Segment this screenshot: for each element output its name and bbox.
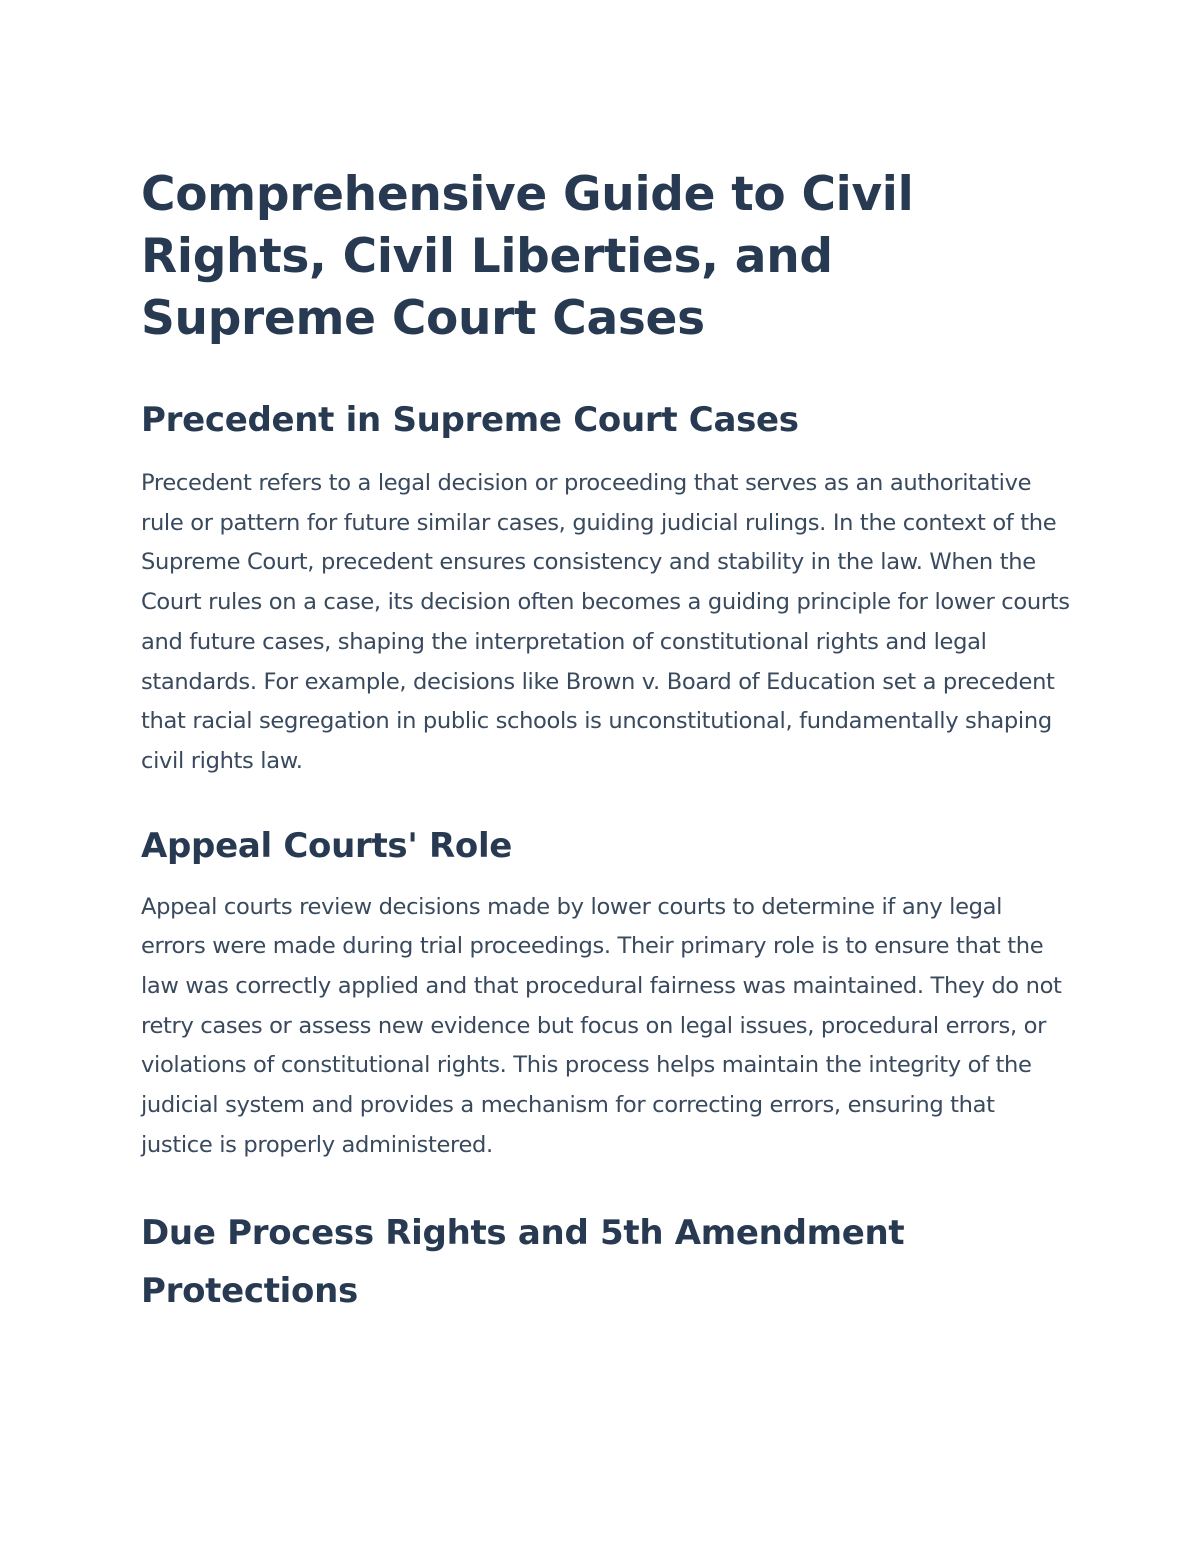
document-page [141,164,1071,1320]
section-heading-precedent: Precedent in Supreme Court Cases [141,400,799,440]
section-body-precedent: Precedent refers to a legal decision or proceeding that serves as an authoritative rule or pattern for future similar cases, guiding judicial rulings. In the context of the Supreme Court, precedent ensures consistency and stability in the law. When the Court rules on a case, its decision often becomes a guiding principle for lower courts and future cases, shaping the interpretation of constitutional rights and legal standards. For example, decisions like Brown v. Board of Education set a precedent that racial segregation in public schools is unconstitutional, fundamentally shaping civil rights law. [141,470,1070,774]
section-body-appeal-courts: Appeal courts review decisions made by lower courts to determine if any legal errors were made during trial proceedings. Their primary role is to ensure that the law was correctly applied and that procedural fairness was maintained. They do not retry cases or assess new evidence but focus on legal issues, procedural errors, or violations of constitutional rights. This process helps maintain the integrity of the judicial system and provides a mechanism for correcting errors, ensuring that justice is properly administered. [141,893,1062,1158]
section-heading-appeal-courts: Appeal Courts' Role [141,825,513,866]
document-title: Comprehensive Guide to Civil Rights, Civil Liberties, and Supreme Court Cases [141,167,914,346]
section-heading-due-process: Due Process Rights and 5th Amendment Protections [141,1212,905,1311]
